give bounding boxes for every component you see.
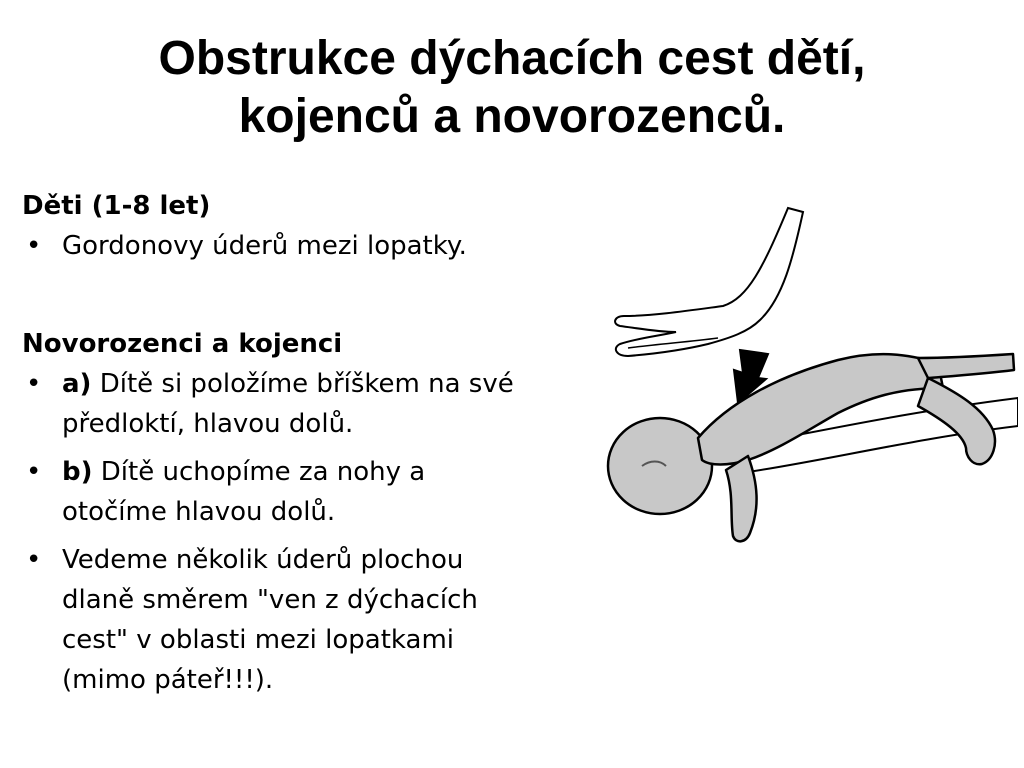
section-heading-children: Děti (1-8 let) bbox=[22, 191, 211, 221]
bullet-glyph: • bbox=[26, 231, 42, 261]
bullet-text-line: Vedeme několik úderů plochou bbox=[62, 545, 464, 575]
bullet-text: Dítě uchopíme za nohy a bbox=[92, 457, 426, 487]
item-prefix: b) bbox=[62, 457, 93, 487]
bullet-text: Dítě si položíme bříškem na své bbox=[91, 369, 514, 399]
infant-back-blows-illustration bbox=[598, 198, 1018, 558]
list-item bbox=[22, 452, 612, 532]
bullet-list-children bbox=[22, 226, 612, 266]
bullet-glyph: • bbox=[26, 457, 42, 487]
section-heading-infants: Novorozenci a kojenci bbox=[22, 329, 343, 359]
bullet-text-line bbox=[62, 364, 612, 404]
bullet-text-line: dlaně směrem "ven z dýchacích bbox=[62, 585, 478, 615]
bullet-text-line: otočíme hlavou dolů. bbox=[62, 497, 336, 527]
bullet-text-line bbox=[62, 452, 612, 492]
bullet-list-infants bbox=[22, 364, 612, 700]
slide-title bbox=[0, 30, 1024, 146]
list-item bbox=[22, 226, 612, 266]
rescuer-arm-icon bbox=[615, 208, 803, 356]
bullet-text-line: cest" v oblasti mezi lopatkami bbox=[62, 625, 455, 655]
bullet-text-line: (mimo páteř!!!). bbox=[62, 665, 274, 695]
list-item bbox=[22, 364, 612, 444]
slide-content bbox=[22, 186, 612, 708]
bullet-glyph: • bbox=[26, 369, 42, 399]
item-prefix: a) bbox=[62, 369, 92, 399]
bullet-text-line: předloktí, hlavou dolů. bbox=[62, 409, 354, 439]
bullet-text: Gordonovy úderů mezi lopatky. bbox=[62, 231, 467, 261]
title-line-2: kojenců a novorozenců. bbox=[238, 90, 786, 143]
list-item bbox=[22, 540, 612, 700]
title-line-1: Obstrukce dýchacích cest dětí, bbox=[158, 32, 866, 85]
bullet-glyph: • bbox=[26, 545, 42, 575]
